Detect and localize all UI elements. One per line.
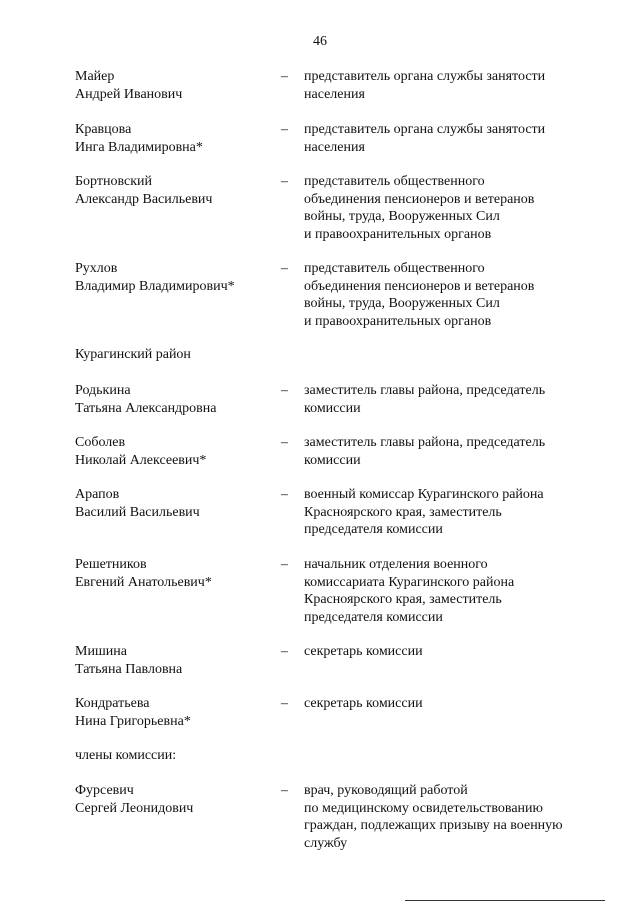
role-line: заместитель главы района, председатель [304,435,546,450]
role-line: войны, труда, Вооруженных Сил [304,209,500,224]
role-line: граждан, подлежащих призыву на военную [304,818,563,833]
role-line: и правоохранительных органов [304,313,492,329]
member-given-names: Нина Григорьевна* [75,713,191,729]
role-line: службу [304,835,348,851]
member-surname: Рухлов [75,261,118,276]
role-line: объединения пенсионеров и ветеранов [304,278,535,294]
members-heading: члены комиссии: [75,748,177,763]
member-given-names: Владимир Владимирович* [75,278,235,294]
role-line: комиссариата Курагинского района [304,574,515,590]
member-name [75,173,275,208]
member-given-names: Николай Алексеевич* [75,452,207,468]
member-name [75,260,275,295]
member-surname: Решетников [75,557,147,572]
member-surname: Майер [75,69,115,84]
role-line: представитель общественного [304,261,485,276]
role-line: представитель органа службы занятости [304,69,546,84]
footer-rule [405,900,605,901]
member-surname: Мишина [75,644,127,659]
member-name [75,382,275,417]
member-role [304,121,604,156]
dash-separator: – [281,696,288,711]
dash-separator: – [281,435,288,450]
member-role [304,382,604,417]
member-given-names: Татьяна Александровна [75,400,217,416]
member-name [75,556,275,591]
member-role [304,643,604,661]
member-role [304,782,604,852]
member-given-names: Татьяна Павловна [75,661,183,677]
dash-separator: – [281,644,288,659]
role-line: представитель органа службы занятости [304,122,546,137]
member-role [304,173,604,243]
member-role [304,486,604,539]
member-name [75,486,275,521]
member-surname: Фурсевич [75,783,134,798]
member-name [75,782,275,817]
member-surname: Арапов [75,487,120,502]
dash-separator: – [281,383,288,398]
member-given-names: Инга Владимировна* [75,139,203,155]
page-number: 46 [313,34,327,49]
member-role [304,695,604,713]
member-name [75,121,275,156]
dash-separator: – [281,487,288,502]
member-role [304,260,604,330]
member-given-names: Евгений Анатольевич* [75,574,212,590]
role-line: комиссии [304,452,361,468]
member-given-names: Сергей Леонидович [75,800,194,816]
role-line: представитель общественного [304,174,485,189]
role-line: начальник отделения военного [304,557,488,572]
role-line: войны, труда, Вооруженных Сил [304,296,500,311]
role-line: комиссии [304,400,361,416]
district-heading: Курагинский район [75,347,191,362]
role-line: военный комиссар Курагинского района [304,487,544,502]
dash-separator: – [281,783,288,798]
member-surname: Соболев [75,435,126,450]
member-name [75,643,275,678]
member-surname: Бортновский [75,174,152,189]
member-surname: Родькина [75,383,131,398]
role-line: населения [304,86,365,102]
member-surname: Кравцова [75,122,132,137]
member-surname: Кондратьева [75,696,150,711]
role-line: председателя комиссии [304,609,443,625]
role-line: объединения пенсионеров и ветеранов [304,191,535,207]
member-name [75,68,275,103]
dash-separator: – [281,69,288,84]
dash-separator: – [281,261,288,276]
role-line: по медицинскому освидетельствованию [304,800,544,816]
role-line: заместитель главы района, председатель [304,383,546,398]
dash-separator: – [281,557,288,572]
role-line: председателя комиссии [304,522,443,537]
role-line: населения [304,139,365,155]
member-given-names: Александр Васильевич [75,191,213,207]
member-given-names: Андрей Иванович [75,86,183,102]
dash-separator: – [281,174,288,189]
member-name [75,695,275,730]
role-line: Красноярского края, заместитель [304,504,502,520]
member-role [304,68,604,103]
role-line: и правоохранительных органов [304,226,492,242]
role-line: секретарь комиссии [304,644,423,659]
member-role [304,434,604,469]
role-line: врач, руководящий работой [304,783,468,798]
dash-separator: – [281,122,288,137]
member-name [75,434,275,469]
member-given-names: Василий Васильевич [75,504,200,520]
member-role [304,556,604,626]
role-line: Красноярского края, заместитель [304,592,502,607]
role-line: секретарь комиссии [304,696,423,711]
